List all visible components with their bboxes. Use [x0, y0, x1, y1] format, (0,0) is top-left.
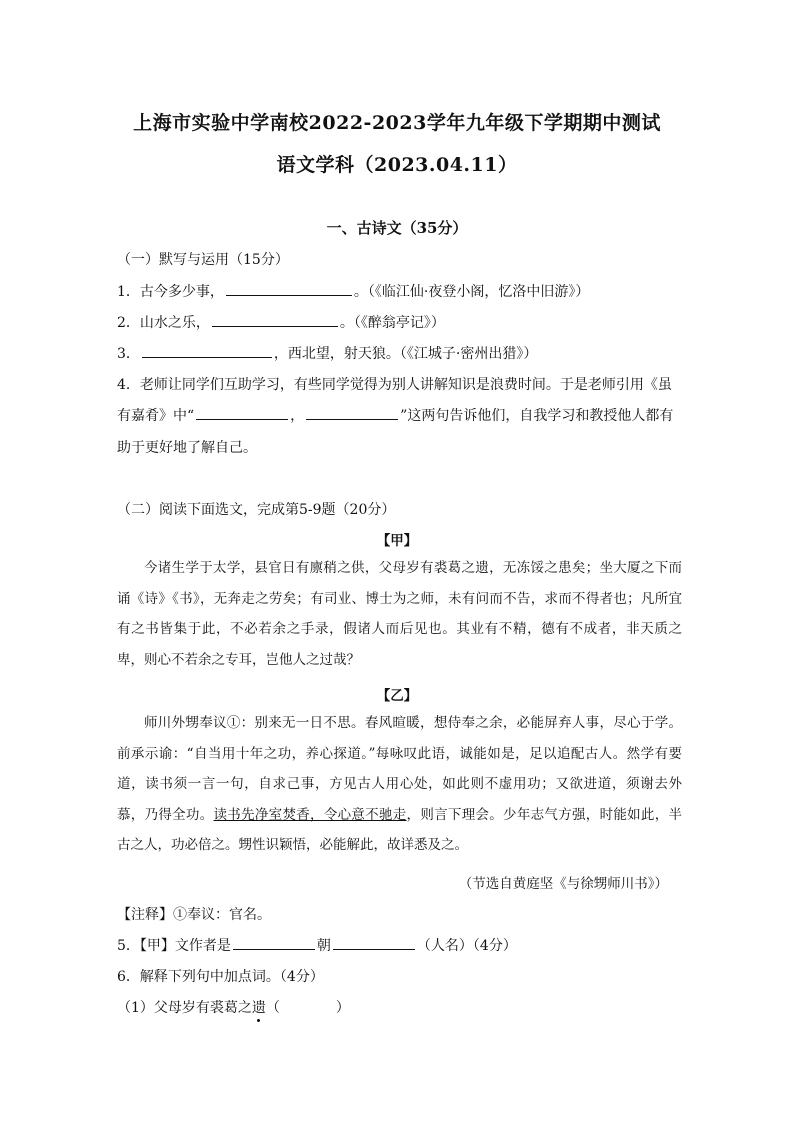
q6-1-answer-blank[interactable]: （ ） [265, 1000, 350, 1016]
q3-prefix: 3． [117, 346, 140, 362]
question-4-line3: 助于更好地了解自己。 [117, 440, 257, 456]
q5-prefix: 5．【甲】文作者是 [117, 938, 231, 954]
question-6-1 [117, 997, 350, 1017]
q5-blank-2[interactable] [333, 935, 415, 950]
yi-text-after: ，则言下理会。少年志气方强，时能如此，半古之人，功必倍之。甥性识颖悟，必能解此，故详悉及之。 [117, 806, 683, 853]
part2-title: （二）阅读下面选文，完成第5-9题（20分） [117, 502, 396, 518]
q5-suffix: （人名）（4分） [416, 938, 517, 954]
q1-suffix: 。（《临江仙·夜登小阁，忆洛中旧游》） [353, 284, 590, 300]
question-3 [117, 343, 537, 363]
emphasis-dot [257, 1019, 260, 1022]
question-4-line2 [117, 405, 673, 425]
q5-blank-1[interactable] [233, 935, 315, 950]
exam-title: 上海市实验中学南校2022-2023学年九年级下学期期中测试 [133, 112, 661, 134]
part1-title: （一）默写与运用（15分） [117, 252, 289, 268]
question-4-line1: 4．老师让同学们互助学习，有些同学觉得为别人讲解知识是浪费时间。于是老师引用《虽 [117, 377, 672, 393]
q4-mid: ， [290, 408, 305, 424]
q2-blank[interactable] [212, 312, 338, 327]
exam-subtitle: 语文学科（2023.04.11） [276, 154, 518, 176]
passage-jia-label: 【甲】 [376, 533, 418, 549]
passage-source: （节选自黄庭坚《与徐甥师川书》） [458, 876, 668, 892]
q4-blank-1[interactable] [196, 405, 288, 420]
q6-1-dotted-char: 遗 [251, 1000, 266, 1016]
q2-suffix: 。（《醉翁亭记》） [339, 315, 445, 331]
question-2 [117, 312, 445, 332]
q2-prefix: 2．山水之乐， [117, 315, 210, 331]
question-1 [117, 281, 589, 301]
q5-mid: 朝 [316, 938, 331, 954]
passage-yi-label: 【乙】 [376, 688, 418, 704]
passage-jia-text: 今诸生学于太学，县官日有廪稍之供，父母岁有裘葛之遗，无冻馁之患矣；坐大厦之下而诵《诗》《书》，无奔走之劳矣；有司业、博士为之师，未有问而不告，求而不得者也；凡所宜有之书皆集于此，不必若余之手录，假诸人而后见也。其业有不精，德有不成者，非天质之卑，则心不若余之专耳，岂他人之过哉？ [117, 560, 682, 668]
q1-prefix: 1．古今多少事， [117, 284, 224, 300]
q3-blank[interactable] [142, 343, 272, 358]
q4-prefix: 有嘉肴》中“ [117, 408, 195, 424]
q6-1-prefix: （1）父母岁有裘葛之 [117, 1000, 252, 1016]
q3-suffix: ，西北望，射天狼。（《江城子·密州出猎》） [273, 346, 538, 362]
q1-blank[interactable] [226, 281, 352, 296]
section-title: 一、古诗文（35分） [326, 219, 468, 237]
annotation-note: 【注释】①奉议：官名。 [117, 907, 271, 923]
yi-text-underlined: 读书先净室焚香，令心意不驰走 [213, 806, 407, 823]
question-5 [117, 935, 517, 955]
passage-yi-text [117, 708, 682, 861]
q4-blank-2[interactable] [306, 405, 398, 420]
q6-1-dotted-word [252, 1000, 266, 1016]
q4-suffix: ”这两句告诉他们，自我学习和教授他人都有 [400, 408, 674, 424]
question-6: 6．解释下列句中加点词。（4分） [117, 969, 324, 985]
yi-text-before: 师川外甥奉议①：别来无一日不思。春风暄暖，想侍奉之余，必能屏弃人事，尽心于学。前承示谕：“自当用十年之功，养心探道。”每咏叹此语，诚能如是，足以追配古人。然学有要道，读书须一言一句，自求己事，方见古人用心处，如此则不虚用功；又欲进道，须谢去外慕，乃得全功。 [117, 715, 682, 823]
